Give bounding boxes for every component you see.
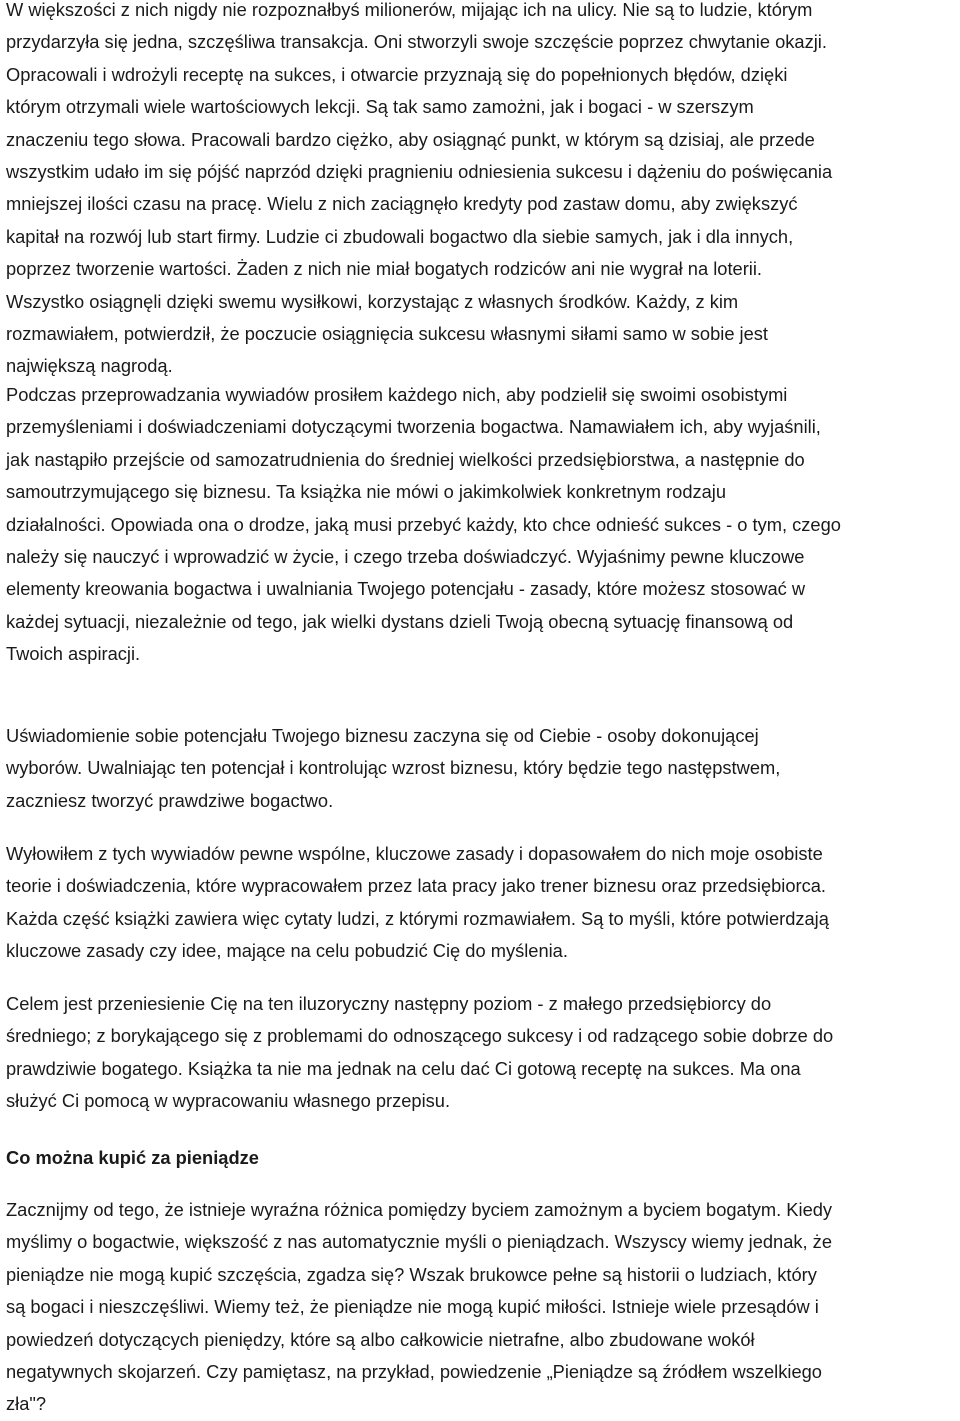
- text-line: powiedzeń dotyczących pieniędzy, które są albo całkowicie nietrafne, albo zbudowane wokół: [6, 1328, 755, 1350]
- text-line: każdej sytuacji, niezależnie od tego, jak wielki dystans dzieli Twoją obecną sytuację finansową od: [6, 610, 794, 632]
- paragraph-goal: [6, 988, 960, 1118]
- text-line: elementy kreowania bogactwa i uwalniania Twojego potencjału - zasady, które możesz stosować w: [6, 578, 806, 600]
- text-line: kluczowe zasady czy idee, mające na celu pobudzić Cię do myślenia.: [6, 940, 568, 962]
- text-line: średniego; z borykającego się z problemami do odnoszącego sukcesy i od radzącego sobie dobrze do: [6, 1025, 834, 1047]
- text-line: zaczniesz tworzyć prawdziwe bogactwo.: [6, 789, 334, 811]
- text-line: Celem jest przeniesienie Cię na ten iluzoryczny następny poziom - z małego przedsiębiorcy do: [6, 993, 772, 1014]
- text-line: Podczas przeprowadzania wywiadów prosiłem każdego nich, aby podzielił się swoimi osobistymi: [6, 384, 788, 405]
- text-line: zła"?: [6, 1393, 47, 1415]
- paragraph-millionaires-intro: [6, 0, 960, 383]
- paragraph-principles: [6, 838, 960, 968]
- text-line: teorie i doświadczenia, które wypracowałem przez lata pracy jako trener biznesu oraz przedsiębiorca.: [6, 875, 826, 897]
- text-line: przemyśleniami i doświadczeniami dotyczącymi tworzenia bogactwa. Namawiałem ich, aby wyjaśnili,: [6, 416, 821, 438]
- text-line: należy się nauczyć i wprowadzić w życie, i czego trzeba doświadczyć. Wyjaśnimy pewne kluczowe: [6, 546, 805, 568]
- text-line: Wszystko osiągnęli dzięki swemu wysiłkowi, korzystając z własnych środków. Każdy, z kim: [6, 290, 739, 312]
- text-line: Wyłowiłem z tych wywiadów pewne wspólne, kluczowe zasady i dopasowałem do nich moje osobiste: [6, 843, 823, 864]
- paragraph-potential: [6, 720, 960, 817]
- text-line: Zacznijmy od tego, że istnieje wyraźna różnica pomiędzy byciem zamożnym a byciem bogatym. Kiedy: [6, 1199, 833, 1220]
- text-line: znaczeniu tego słowa. Pracowali bardzo ciężko, aby osiągnąć punkt, w którym są dzisiaj, ale przede: [6, 128, 815, 150]
- text-line: jak nastąpiło przejście od samozatrudnienia do średniej wielkości przedsiębiorstwa, a następnie do: [6, 448, 805, 470]
- text-line: W większości z nich nigdy nie rozpoznałbyś milionerów, mijając ich na ulicy. Nie są to ludzie, którym: [6, 0, 813, 20]
- text-line: przydarzyła się jedna, szczęśliwa transakcja. Oni stworzyli swoje szczęście poprzez chwytanie okazji.: [6, 31, 827, 53]
- text-line: Każda część książki zawiera więc cytaty ludzi, z którymi rozmawiałem. Są to myśli, które potwierdzają: [6, 907, 829, 929]
- text-line: prawdziwie bogatego. Książka ta nie ma jednak na celu dać Ci gotową receptę na sukces. Ma ona: [6, 1057, 801, 1079]
- text-line: największą nagrodą.: [6, 355, 173, 377]
- text-line: wszystkim udało im się pójść naprzód dzięki pragnieniu odniesienia sukcesu i dążeniu do poświęcania: [6, 161, 833, 183]
- text-line: Uświadomienie sobie potencjału Twojego biznesu zaczyna się od Ciebie - osoby dokonującej: [6, 725, 759, 746]
- text-line: którym otrzymali wiele wartościowych lekcji. Są tak samo zamożni, jak i bogaci - w szerszym: [6, 96, 754, 118]
- text-line: poprzez tworzenie wartości. Żaden z nich nie miał bogatych rodziców ani nie wygrał na loterii.: [6, 258, 762, 280]
- section-heading: Co można kupić za pieniądze: [6, 1147, 259, 1168]
- text-line: są bogaci i nieszczęśliwi. Wiemy też, że pieniądze nie mogą kupić miłości. Istnieje wiele przesądów i: [6, 1296, 819, 1318]
- text-line: kapitał na rozwój lub start firmy. Ludzie ci zbudowali bogactwo dla siebie samych, jak i dla innych,: [6, 225, 794, 247]
- text-line: wyborów. Uwalniając ten potencjał i kontrolując wzrost biznesu, który będzie tego następstwem,: [6, 757, 781, 779]
- text-line: samoutrzymującego się biznesu. Ta książka nie mówi o jakimkolwiek konkretnym rodzaju: [6, 481, 727, 503]
- text-line: pieniądze nie mogą kupić szczęścia, zgadza się? Wszak brukowce pełne są historii o ludziach, który: [6, 1263, 817, 1285]
- text-line: mniejszej ilości czasu na pracę. Wielu z nich zaciągnęło kredyty pod zastaw domu, aby zwiększyć: [6, 193, 798, 215]
- text-line: służyć Ci pomocą w wypracowaniu własnego przepisu.: [6, 1090, 451, 1112]
- text-line: działalności. Opowiada ona o drodze, jaką musi przebyć każdy, kto chce odnieść sukces - o tym, czego: [6, 513, 841, 535]
- text-line: Twoich aspiracji.: [6, 643, 141, 665]
- paragraph-interviews: [6, 379, 960, 671]
- text-line: myślimy o bogactwie, większość z nas automatycznie myśli o pieniądzach. Wszyscy wiemy jednak, że: [6, 1231, 832, 1253]
- text-line: Opracowali i wdrożyli receptę na sukces, i otwarcie przyznają się do popełnionych błędów, dzięki: [6, 63, 788, 85]
- text-line: rozmawiałem, potwierdził, że poczucie osiągnięcia sukcesu własnymi siłami samo w sobie jest: [6, 323, 769, 345]
- paragraph-money: [6, 1194, 960, 1421]
- text-line: negatywnych skojarzeń. Czy pamiętasz, na przykład, powiedzenie „Pieniądze są źródłem wszelkiego: [6, 1361, 822, 1383]
